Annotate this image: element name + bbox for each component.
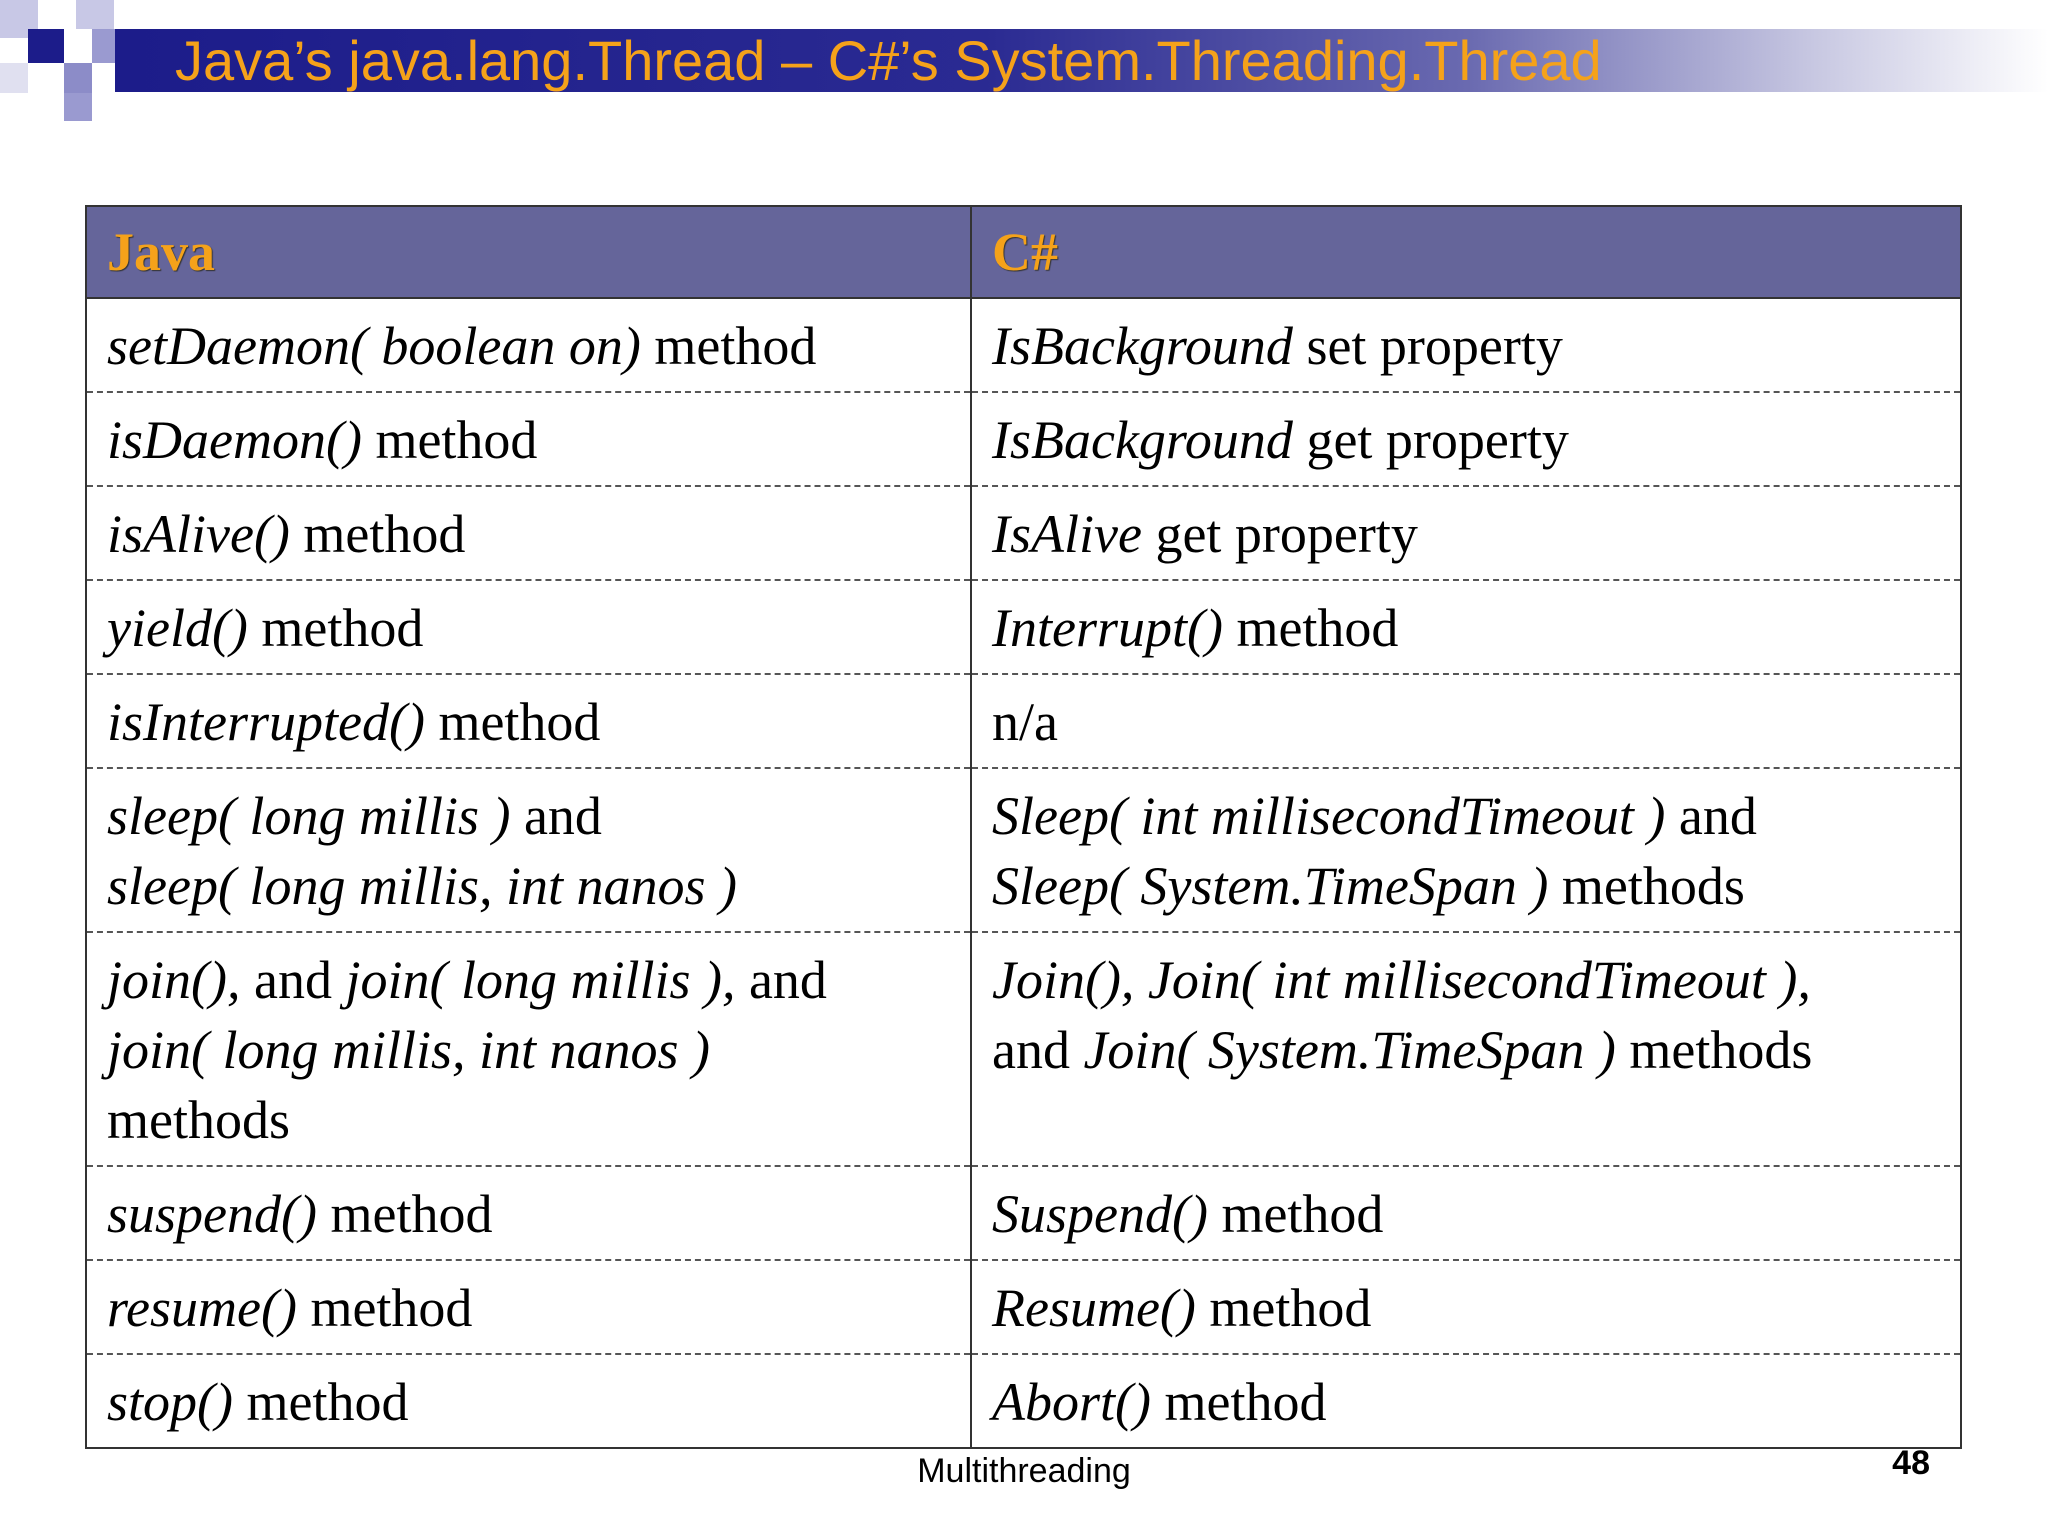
cell-plain-text: method bbox=[247, 598, 424, 658]
cell-plain-text: method bbox=[1150, 1372, 1327, 1432]
cell-csharp bbox=[971, 768, 1961, 932]
cell-plain-text: and bbox=[1678, 786, 1757, 846]
cell-plain-text: method bbox=[1195, 1278, 1372, 1338]
cell-text bbox=[992, 950, 1812, 1080]
table-header-row bbox=[86, 206, 1961, 298]
cell-csharp bbox=[971, 674, 1961, 768]
code-identifier: IsAlive bbox=[992, 504, 1142, 564]
cell-java bbox=[86, 674, 971, 768]
cell-text bbox=[107, 504, 465, 564]
code-identifier: sleep( long millis ) bbox=[107, 786, 511, 846]
cell-java bbox=[86, 392, 971, 486]
table-row bbox=[86, 674, 1961, 768]
cell-csharp bbox=[971, 392, 1961, 486]
code-identifier: join( long millis, int nanos ) bbox=[107, 1020, 711, 1080]
code-identifier: stop() bbox=[107, 1372, 233, 1432]
cell-text bbox=[992, 1372, 1326, 1432]
decor-square-3 bbox=[76, 0, 114, 29]
cell-java bbox=[86, 768, 971, 932]
cell-plain-text: methods bbox=[1548, 856, 1745, 916]
cell-text bbox=[107, 1278, 472, 1338]
cell-java bbox=[86, 486, 971, 580]
code-identifier: setDaemon( boolean on) bbox=[107, 316, 641, 376]
cell-plain-text: method bbox=[232, 1372, 409, 1432]
decor-square-9 bbox=[64, 93, 92, 121]
code-identifier: Sleep( System.TimeSpan ) bbox=[992, 856, 1549, 916]
cell-plain-text: method bbox=[640, 316, 817, 376]
code-identifier: suspend() bbox=[107, 1184, 317, 1244]
decor-square-8 bbox=[64, 63, 92, 93]
code-identifier: resume() bbox=[107, 1278, 297, 1338]
code-identifier: Join(), Join( int millisecondTimeout ), bbox=[992, 950, 1811, 1010]
cell-text bbox=[107, 786, 737, 916]
cell-text bbox=[107, 316, 816, 376]
code-identifier: isDaemon() bbox=[107, 410, 362, 470]
cell-plain-text: methods bbox=[1615, 1020, 1813, 1080]
code-identifier: isAlive() bbox=[107, 504, 290, 564]
table-row bbox=[86, 1166, 1961, 1260]
table-row bbox=[86, 932, 1961, 1166]
cell-csharp bbox=[971, 1354, 1961, 1448]
cell-plain-text: get property bbox=[1141, 504, 1418, 564]
page-number: 48 bbox=[1892, 1444, 1930, 1482]
cell-plain-text: method bbox=[289, 504, 466, 564]
cell-text bbox=[992, 1184, 1383, 1244]
footer-text: Multithreading bbox=[917, 1452, 1131, 1490]
cell-plain-text: method bbox=[296, 1278, 473, 1338]
cell-text bbox=[992, 1278, 1371, 1338]
cell-text bbox=[992, 692, 1058, 752]
code-identifier: IsBackground bbox=[992, 316, 1293, 376]
cell-csharp bbox=[971, 580, 1961, 674]
cell-plain-text: method bbox=[1207, 1184, 1384, 1244]
cell-plain-text: n/a bbox=[992, 692, 1058, 752]
code-identifier: Join( System.TimeSpan ) bbox=[1083, 1020, 1616, 1080]
cell-text bbox=[107, 950, 827, 1150]
cell-text bbox=[992, 504, 1418, 564]
code-identifier: Suspend() bbox=[992, 1184, 1208, 1244]
cell-plain-text: methods bbox=[107, 1090, 290, 1150]
cell-text bbox=[992, 410, 1569, 470]
table-row bbox=[86, 392, 1961, 486]
cell-plain-text: method bbox=[1222, 598, 1399, 658]
decor-square-5 bbox=[92, 29, 115, 63]
cell-java bbox=[86, 1166, 971, 1260]
code-identifier: join( long millis ), bbox=[345, 950, 736, 1010]
cell-java bbox=[86, 1354, 971, 1448]
cell-plain-text: method bbox=[361, 410, 538, 470]
cell-text bbox=[107, 410, 537, 470]
cell-csharp bbox=[971, 1260, 1961, 1354]
cell-text bbox=[992, 786, 1757, 916]
table-row bbox=[86, 768, 1961, 932]
cell-csharp bbox=[971, 298, 1961, 392]
cell-text bbox=[107, 1372, 408, 1432]
cell-plain-text: and bbox=[748, 950, 827, 1010]
cell-text bbox=[992, 316, 1563, 376]
cell-java bbox=[86, 298, 971, 392]
table-row bbox=[86, 298, 1961, 392]
table-row bbox=[86, 1354, 1961, 1448]
cell-text bbox=[107, 692, 600, 752]
cell-plain-text: and bbox=[240, 950, 346, 1010]
cell-csharp bbox=[971, 932, 1961, 1166]
code-identifier: Interrupt() bbox=[992, 598, 1223, 658]
cell-csharp bbox=[971, 486, 1961, 580]
code-identifier: join(), bbox=[107, 950, 241, 1010]
code-identifier: isInterrupted() bbox=[107, 692, 425, 752]
table-row bbox=[86, 1260, 1961, 1354]
header-csharp: C# bbox=[971, 206, 1961, 298]
cell-plain-text: method bbox=[316, 1184, 493, 1244]
cell-csharp bbox=[971, 1166, 1961, 1260]
cell-plain-text: and bbox=[992, 1020, 1070, 1080]
code-identifier: Abort() bbox=[992, 1372, 1151, 1432]
cell-plain-text: and bbox=[523, 786, 602, 846]
table-body bbox=[86, 298, 1961, 1448]
cell-java bbox=[86, 580, 971, 674]
cell-plain-text: set property bbox=[1292, 316, 1563, 376]
code-identifier: sleep( long millis, int nanos ) bbox=[107, 856, 737, 916]
code-identifier: Resume() bbox=[992, 1278, 1196, 1338]
cell-plain-text: get property bbox=[1292, 410, 1569, 470]
comparison-table bbox=[85, 205, 1962, 1449]
cell-java bbox=[86, 1260, 971, 1354]
cell-java bbox=[86, 932, 971, 1166]
header-java: Java bbox=[86, 206, 971, 298]
code-identifier: yield() bbox=[107, 598, 248, 658]
cell-plain-text: method bbox=[424, 692, 601, 752]
table-row bbox=[86, 486, 1961, 580]
decor-square-7 bbox=[28, 63, 64, 93]
cell-text bbox=[992, 598, 1398, 658]
slide-title: Java’s java.lang.Thread – C#’s System.Threading.Thread bbox=[175, 29, 1602, 92]
code-identifier: IsBackground bbox=[992, 410, 1293, 470]
code-identifier: Sleep( int millisecondTimeout ) bbox=[992, 786, 1666, 846]
decor-square-4 bbox=[28, 29, 64, 63]
cell-text bbox=[107, 598, 423, 658]
table-row bbox=[86, 580, 1961, 674]
cell-text bbox=[107, 1184, 492, 1244]
decor-square-6 bbox=[0, 63, 28, 93]
